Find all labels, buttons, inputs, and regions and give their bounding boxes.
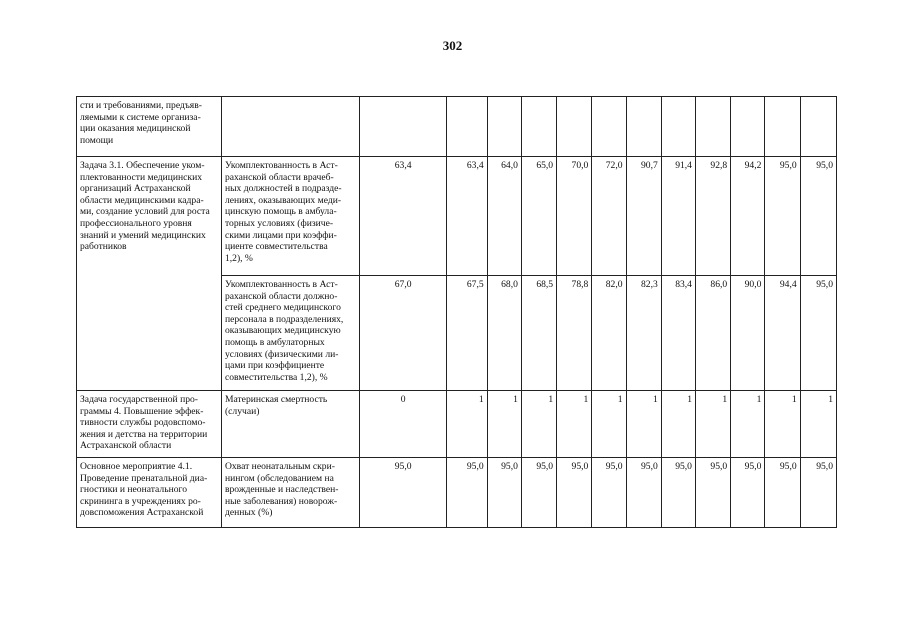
year-value-cell: 78,8 [557, 276, 592, 391]
year-value-cell [626, 97, 661, 157]
year-value-cell: 95,0 [765, 157, 800, 276]
year-value-cell: 95,0 [765, 458, 800, 528]
base-value-cell: 67,0 [359, 276, 447, 391]
year-value-cell: 1 [487, 391, 521, 458]
year-value-cell: 95,0 [487, 458, 521, 528]
base-value-cell: 63,4 [359, 157, 447, 276]
year-value-cell: 91,4 [661, 157, 695, 276]
year-value-cell: 83,4 [661, 276, 695, 391]
year-value-cell [695, 97, 730, 157]
indicators-table [76, 96, 837, 528]
year-value-cell [447, 97, 487, 157]
year-value-cell: 1 [695, 391, 730, 458]
table-row [77, 97, 837, 157]
year-value-cell [765, 97, 800, 157]
task-cell: Основное мероприятие 4.1. Проведение пренатальной диа- гностики и неонатального скрининга в учреждениях ро- довспоможения Астраханской [77, 458, 222, 528]
base-value-cell: 95,0 [359, 458, 447, 528]
year-value-cell: 90,7 [626, 157, 661, 276]
year-value-cell: 95,0 [557, 458, 592, 528]
indicator-cell: Материнская смертность (случаи) [221, 391, 359, 458]
year-value-cell: 1 [626, 391, 661, 458]
year-value-cell [592, 97, 626, 157]
year-value-cell: 1 [765, 391, 800, 458]
year-value-cell: 65,0 [521, 157, 556, 276]
year-value-cell: 95,0 [521, 458, 556, 528]
year-value-cell: 68,5 [521, 276, 556, 391]
year-value-cell: 95,0 [626, 458, 661, 528]
year-value-cell: 95,0 [447, 458, 487, 528]
indicator-cell: Укомплектованность в Аст- раханской области должно- стей среднего медицинского персонала в подразделениях, оказывающих медицинскую помощь в амбулаторных условиях (физическими ли- цами при коэффициенте совместительства 1,2), % [221, 276, 359, 391]
table-row [77, 458, 837, 528]
year-value-cell: 95,0 [800, 458, 836, 528]
base-value-cell [359, 97, 447, 157]
year-value-cell: 1 [592, 391, 626, 458]
year-value-cell: 95,0 [592, 458, 626, 528]
year-value-cell: 86,0 [695, 276, 730, 391]
indicator-cell: Укомплектованность в Аст- раханской области врачеб- ных должностей в подразде- лениях, оказывающих меди- цинскую помощь в амбула- торных условиях (физиче- скими лицами при коэффи- циенте совместительства 1,2), % [221, 157, 359, 276]
year-value-cell: 63,4 [447, 157, 487, 276]
year-value-cell: 1 [557, 391, 592, 458]
year-value-cell: 95,0 [695, 458, 730, 528]
table-row [77, 391, 837, 458]
year-value-cell [731, 97, 765, 157]
year-value-cell: 94,4 [765, 276, 800, 391]
year-value-cell: 82,0 [592, 276, 626, 391]
indicator-cell [221, 97, 359, 157]
year-value-cell: 1 [521, 391, 556, 458]
indicator-cell: Охват неонатальным скри- нингом (обследованием на врожденные и наследствен- ные заболевания) новорож- денных (%) [221, 458, 359, 528]
task-cell: Задача 3.1. Обеспечение уком- плектованности медицинских организаций Астраханской области медицинскими кадра- ми, создание условий для роста профессионального уровня знаний и умений медицинских работников [77, 157, 222, 391]
year-value-cell [487, 97, 521, 157]
year-value-cell: 95,0 [661, 458, 695, 528]
task-cell: сти и требованиями, предъяв- ляемыми к системе организа- ции оказания медицинской помощи [77, 97, 222, 157]
year-value-cell [800, 97, 836, 157]
task-cell: Задача государственной про- граммы 4. Повышение эффек- тивности службы родовспомо- жения и детства на территории Астраханской области [77, 391, 222, 458]
year-value-cell: 67,5 [447, 276, 487, 391]
year-value-cell [557, 97, 592, 157]
year-value-cell: 95,0 [800, 276, 836, 391]
year-value-cell: 94,2 [731, 157, 765, 276]
year-value-cell: 70,0 [557, 157, 592, 276]
year-value-cell: 1 [800, 391, 836, 458]
year-value-cell [521, 97, 556, 157]
base-value-cell: 0 [359, 391, 447, 458]
year-value-cell: 72,0 [592, 157, 626, 276]
year-value-cell: 95,0 [731, 458, 765, 528]
year-value-cell: 1 [661, 391, 695, 458]
year-value-cell: 82,3 [626, 276, 661, 391]
year-value-cell: 1 [731, 391, 765, 458]
year-value-cell: 90,0 [731, 276, 765, 391]
year-value-cell: 95,0 [800, 157, 836, 276]
year-value-cell: 1 [447, 391, 487, 458]
year-value-cell: 68,0 [487, 276, 521, 391]
table-row [77, 157, 837, 276]
year-value-cell: 64,0 [487, 157, 521, 276]
year-value-cell [661, 97, 695, 157]
page-number: 302 [442, 38, 463, 53]
year-value-cell: 92,8 [695, 157, 730, 276]
